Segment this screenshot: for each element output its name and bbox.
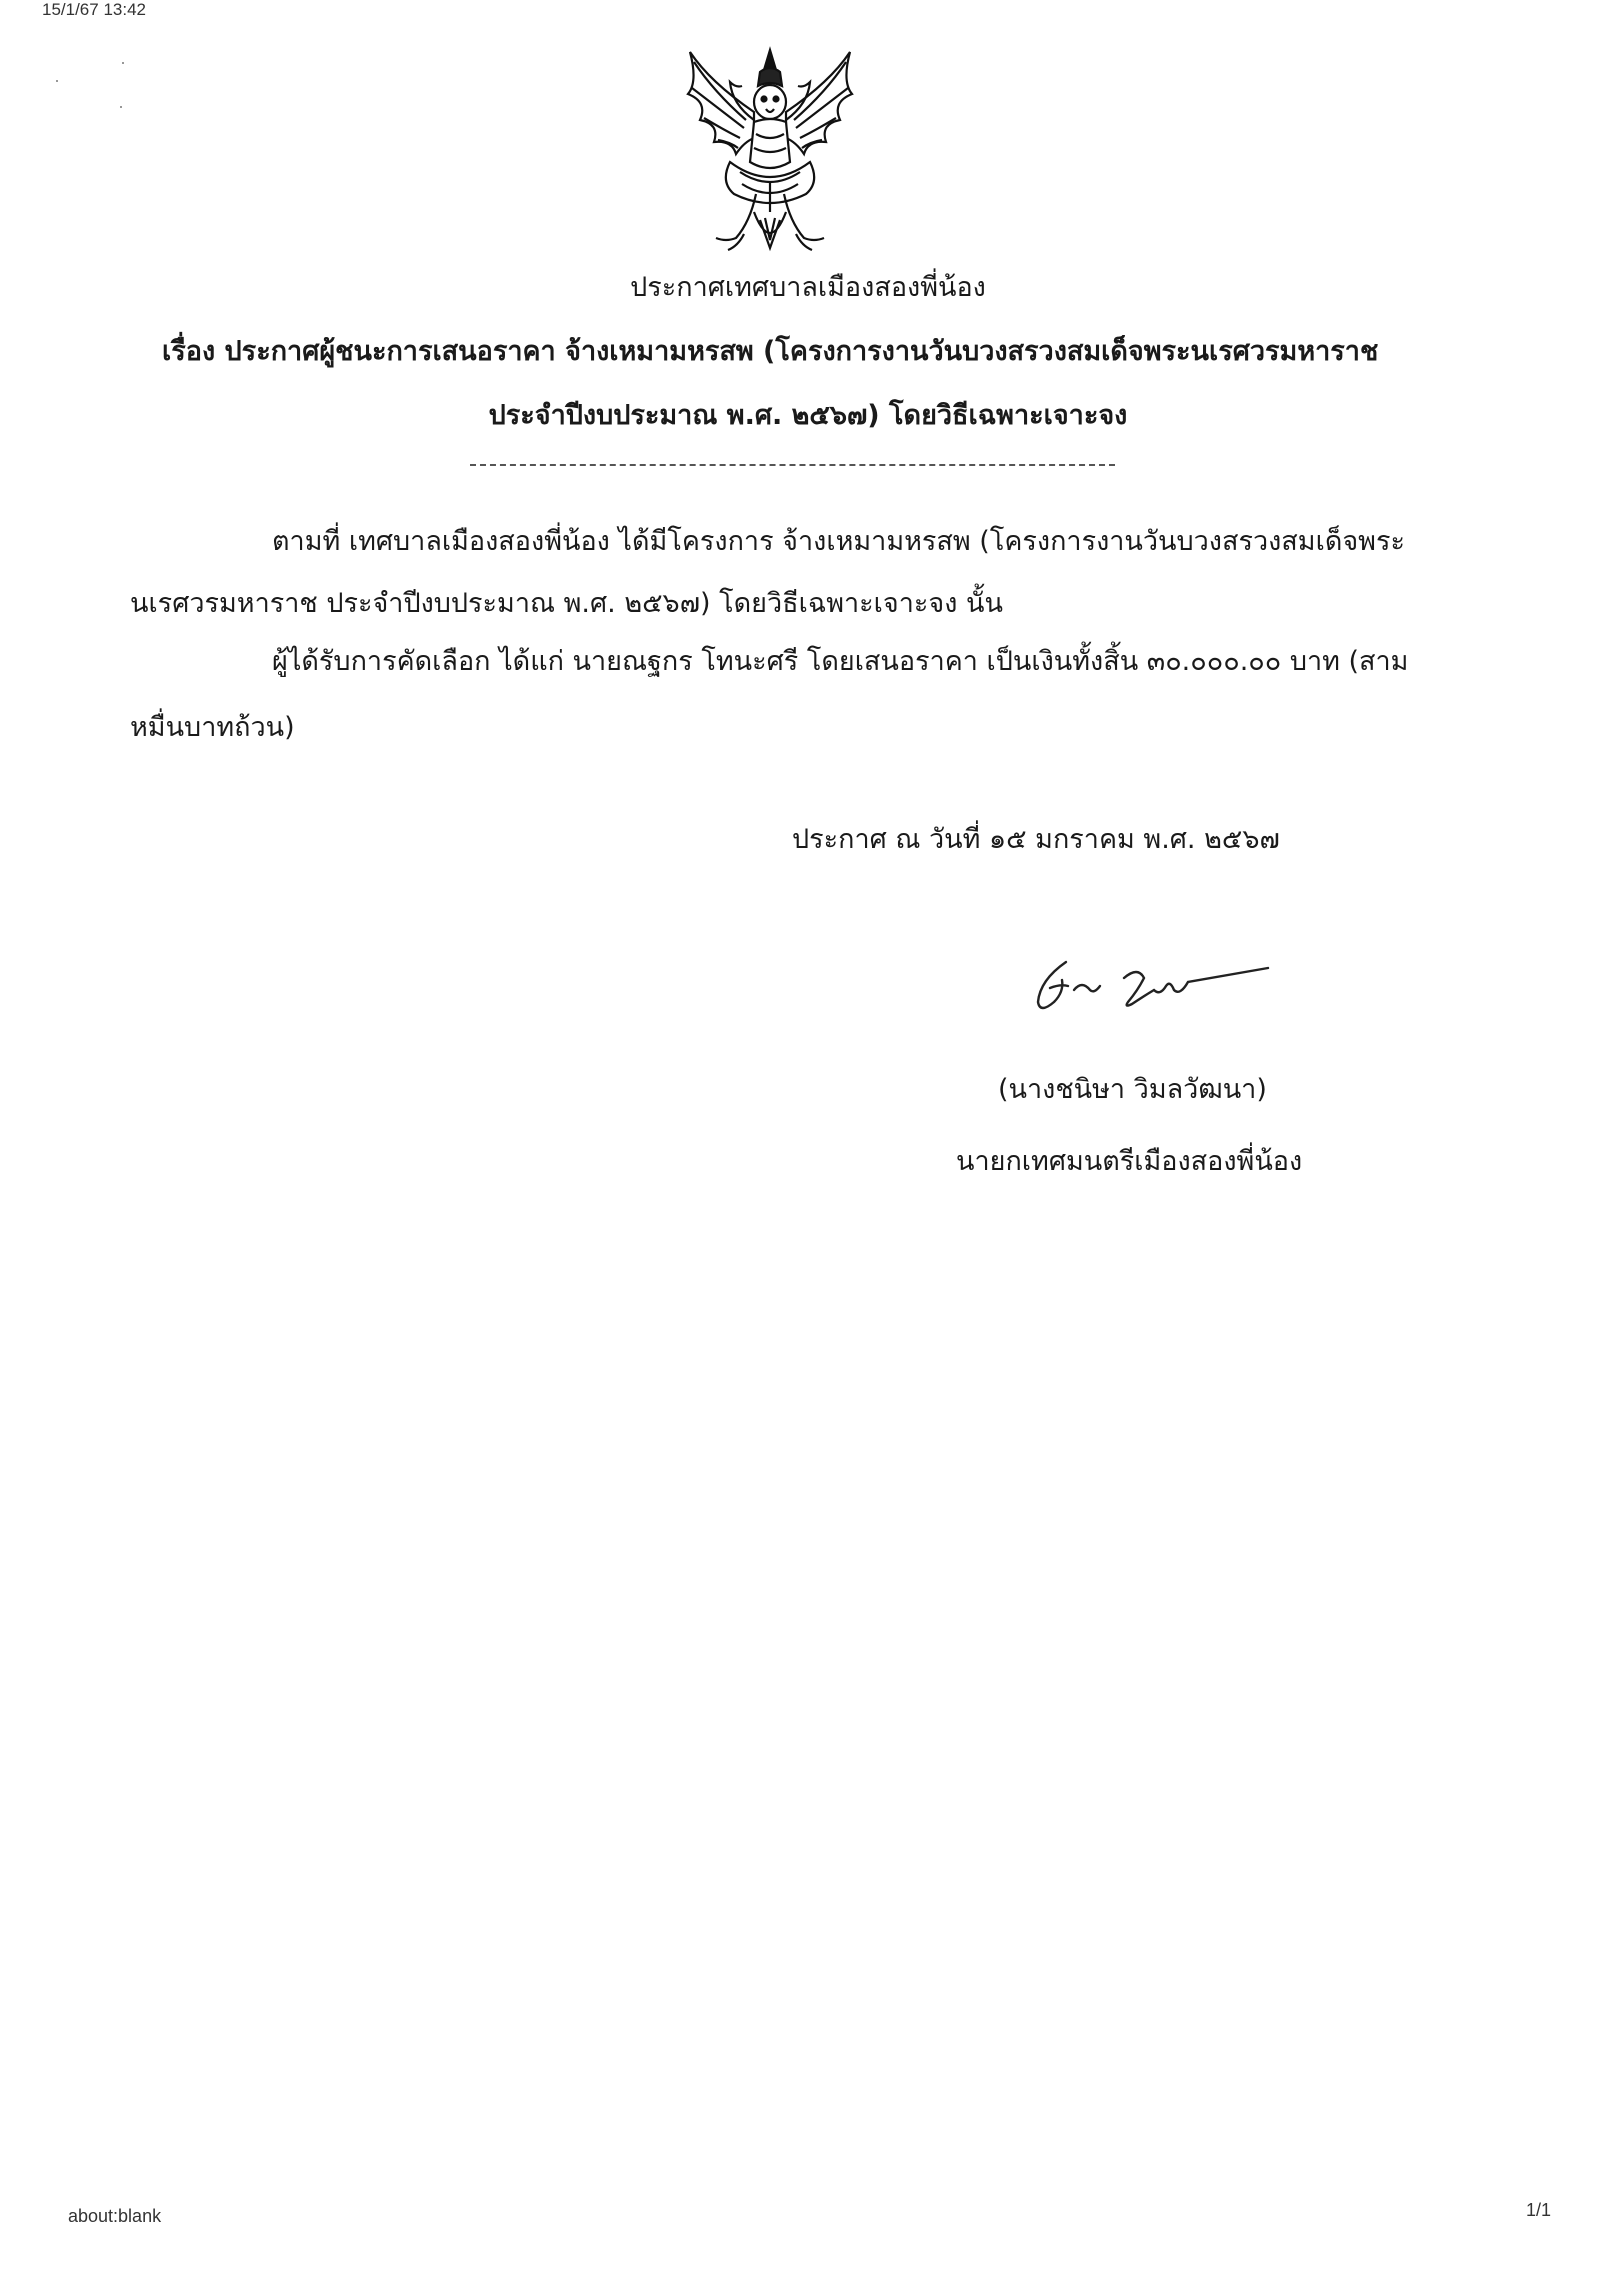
scan-artifact (122, 62, 124, 64)
announcement-heading: ประกาศเทศบาลเมืองสองพี่น้อง (630, 272, 986, 303)
subject-line-1 (162, 334, 1378, 370)
handwritten-signature-icon (1020, 950, 1290, 1030)
subject-label: เรื่อง (162, 336, 216, 367)
body-paragraph-1-line-1: ตามที่ เทศบาลเมืองสองพี่น้อง ได้มีโครงการ จ้างเหมามหรสพ (โครงการงานวันบวงสรวงสมเด็จพระ (272, 526, 1405, 557)
body-paragraph-2-line-2: หมื่นบาทถ้วน) (130, 712, 295, 743)
body-paragraph-1-line-2: นเรศวรมหาราช ประจำปีงบประมาณ พ.ศ. ๒๕๖๗) โดยวิธีเฉพาะเจาะจง นั้น (130, 588, 1003, 619)
announcement-date: ประกาศ ณ วันที่ ๑๕ มกราคม พ.ศ. ๒๕๖๗ (792, 824, 1280, 855)
garuda-emblem-icon (670, 42, 870, 272)
print-timestamp: 15/1/67 13:42 (42, 0, 146, 19)
scan-artifact (120, 106, 122, 108)
subject-text: ประกาศผู้ชนะการเสนอราคา จ้างเหมามหรสพ (โครงการงานวันบวงสรวงสมเด็จพระนเรศวรมหาราช (224, 336, 1379, 367)
signer-title: นายกเทศมนตรีเมืองสองพี่น้อง (956, 1146, 1303, 1177)
print-page-number: 1/1 (1526, 2200, 1552, 2220)
scan-artifact (56, 80, 58, 82)
subject-line-2: ประจำปีงบประมาณ พ.ศ. ๒๕๖๗) โดยวิธีเฉพาะเจาะจง (488, 400, 1128, 431)
section-divider (470, 464, 1115, 466)
body-paragraph-2-line-1: ผู้ได้รับการคัดเลือก ได้แก่ นายณฐกร โทนะศรี โดยเสนอราคา เป็นเงินทั้งสิ้น ๓๐.๐๐๐.๐๐ บาท (สาม (272, 646, 1409, 677)
print-url: about:blank (68, 2206, 162, 2226)
signer-name: (นางชนิษา วิมลวัฒนา) (998, 1074, 1267, 1105)
